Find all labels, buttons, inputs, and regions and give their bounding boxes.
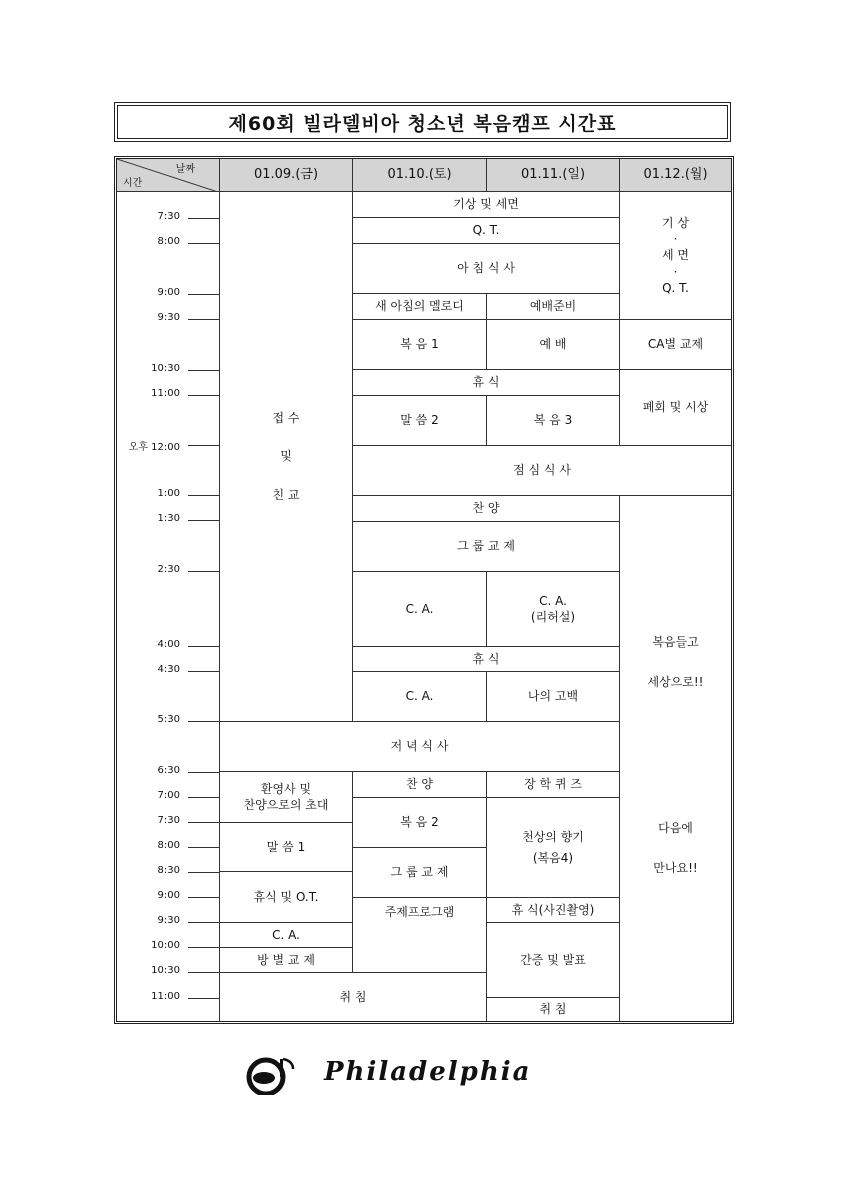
corner-date-label: 날짜 (175, 164, 195, 175)
time-label: 4:30 (157, 664, 180, 675)
time-label: 10:30 (151, 363, 180, 374)
welcome-line2: 찬양으로의 초대 (243, 798, 329, 812)
time-tick (188, 571, 219, 572)
ca-line1: C. A. (539, 593, 567, 608)
time-tick (188, 395, 219, 396)
time-label: 8:00 (157, 236, 180, 247)
sat-rest2: 휴 식 (352, 646, 620, 672)
time-label: 1:00 (157, 488, 180, 499)
day-header-fri: 01.09.(금) (219, 158, 353, 192)
time-label: 9:00 (157, 890, 180, 901)
time-tick (188, 370, 219, 371)
heaven-line2: (복음4) (532, 850, 574, 865)
sat-ca1: C. A. (352, 571, 487, 647)
time-tick (188, 822, 219, 823)
time-tick (188, 721, 219, 722)
time-tick (188, 495, 219, 496)
see-you-text (620, 820, 731, 876)
fri-reception (219, 191, 353, 722)
sat-gospel2: 복 음 2 (352, 797, 487, 848)
day-header-sun: 01.11.(일) (486, 158, 620, 192)
time-label: 6:30 (157, 765, 180, 776)
time-tick (188, 797, 219, 798)
logo-mark-icon (232, 1055, 322, 1095)
time-label: 5:30 (157, 714, 180, 725)
sun-worship: 예 배 (486, 319, 620, 370)
sat-theme: 주제프로그램 (352, 897, 487, 973)
time-tick (188, 646, 219, 647)
time-label: 7:00 (157, 790, 180, 801)
time-label: 11:00 (151, 991, 180, 1002)
time-label: 2:30 (157, 564, 180, 575)
day-header-mon: 01.12.(월) (619, 158, 732, 192)
time-tick (188, 671, 219, 672)
time-label: 9:30 (157, 312, 180, 323)
time-label: 7:30 (157, 815, 180, 826)
sat-breakfast: 아 침 식 사 (352, 243, 620, 294)
sat-rest1: 휴 식 (352, 369, 620, 396)
time-tick (188, 972, 219, 973)
time-label: 7:30 (157, 211, 180, 222)
sat-wake: 기상 및 세면 (352, 191, 620, 218)
sat-ca2: C. A. (352, 671, 487, 722)
time-tick (188, 520, 219, 521)
fri-ca: C. A. (219, 922, 353, 948)
sat-gospel1: 복 음 1 (352, 319, 487, 370)
sun-rest-photo: 휴 식(사진촬영) (486, 897, 620, 923)
time-label: 8:30 (157, 865, 180, 876)
time-tick (188, 847, 219, 848)
time-tick (188, 218, 219, 219)
mon-wake (619, 191, 732, 320)
time-label: 9:30 (157, 915, 180, 926)
sat-sleep: 취 침 (219, 972, 487, 1022)
go-line1: 복음들고 (652, 635, 699, 649)
mon-wake-line2: 세 면 (662, 248, 689, 263)
time-label: 오후 12:00 (128, 442, 180, 453)
time-tick (188, 243, 219, 244)
time-tick (188, 922, 219, 923)
time-tick (188, 445, 219, 446)
sun-confession: 나의 고백 (486, 671, 620, 722)
fri-word1: 말 씀 1 (219, 822, 353, 872)
time-tick (188, 897, 219, 898)
sun-heaven (486, 797, 620, 898)
fri-welcome (219, 771, 353, 823)
philadelphia-logo (232, 1055, 617, 1095)
header-corner (116, 158, 220, 192)
sat-word2: 말 씀 2 (352, 395, 487, 446)
sun-sleep: 취 침 (486, 997, 620, 1022)
time-label: 10:30 (151, 965, 180, 976)
mon-closing: 폐회 및 시상 (619, 369, 732, 446)
corner-time-label: 시간 (123, 178, 143, 189)
page-title: 제60회 빌라델비아 청소년 복음캠프 시간표 (117, 105, 728, 139)
dinner: 저 녁 식 사 (219, 721, 620, 772)
next-line2: 만나요!! (653, 861, 698, 876)
time-tick (188, 319, 219, 320)
sun-quiz: 장 학 퀴 즈 (486, 771, 620, 798)
lunch: 점 심 식 사 (352, 445, 732, 496)
time-label: 11:00 (151, 388, 180, 399)
day-header-sat: 01.10.(토) (352, 158, 487, 192)
sat-melody: 새 아침의 멜로디 (352, 293, 487, 320)
sun-testimony: 간증 및 발표 (486, 922, 620, 998)
sat-group2: 그 룹 교 제 (352, 847, 487, 898)
heaven-line1: 천상의 향기 (522, 830, 584, 845)
time-label: 1:30 (157, 513, 180, 524)
time-tick (188, 872, 219, 873)
time-label: 10:00 (151, 940, 180, 951)
time-label: 4:00 (157, 639, 180, 650)
sun-ca-rehearsal (486, 571, 620, 647)
time-tick (188, 772, 219, 773)
ca-line2: (리허설) (530, 610, 576, 624)
sun-gospel3: 복 음 3 (486, 395, 620, 446)
mon-wake-line1: 기 상 (662, 216, 689, 231)
time-tick (188, 947, 219, 948)
go-world-text (620, 634, 731, 690)
reception-line1: 접 수 (272, 411, 300, 426)
sat-qt: Q. T. (352, 217, 620, 244)
go-line2: 세상으로!! (647, 675, 704, 690)
sat-praise2: 찬 양 (352, 771, 487, 798)
mon-wake-dot2: · (673, 264, 678, 279)
fri-rest-ot: 휴식 및 O.T. (219, 871, 353, 923)
mon-wake-dot1: · (673, 232, 678, 247)
welcome-line1: 환영사 및 (260, 781, 312, 796)
time-tick (188, 998, 219, 999)
next-line1: 다음에 (658, 821, 693, 835)
reception-line2: 및 (280, 449, 292, 464)
logo-text: Philadelphia (324, 1057, 532, 1087)
mon-wake-line3: Q. T. (662, 280, 689, 295)
sun-prep: 예배준비 (486, 293, 620, 320)
mon-ca-group: CA별 교제 (619, 319, 732, 370)
time-tick (188, 294, 219, 295)
sat-praise1: 찬 양 (352, 495, 620, 522)
time-label: 9:00 (157, 287, 180, 298)
title-box (114, 102, 731, 142)
time-label: 8:00 (157, 840, 180, 851)
sat-group1: 그 룹 교 제 (352, 521, 620, 572)
reception-line3: 친 교 (272, 487, 300, 502)
mon-go-world (619, 495, 732, 1022)
fri-room: 방 별 교 제 (219, 947, 353, 973)
